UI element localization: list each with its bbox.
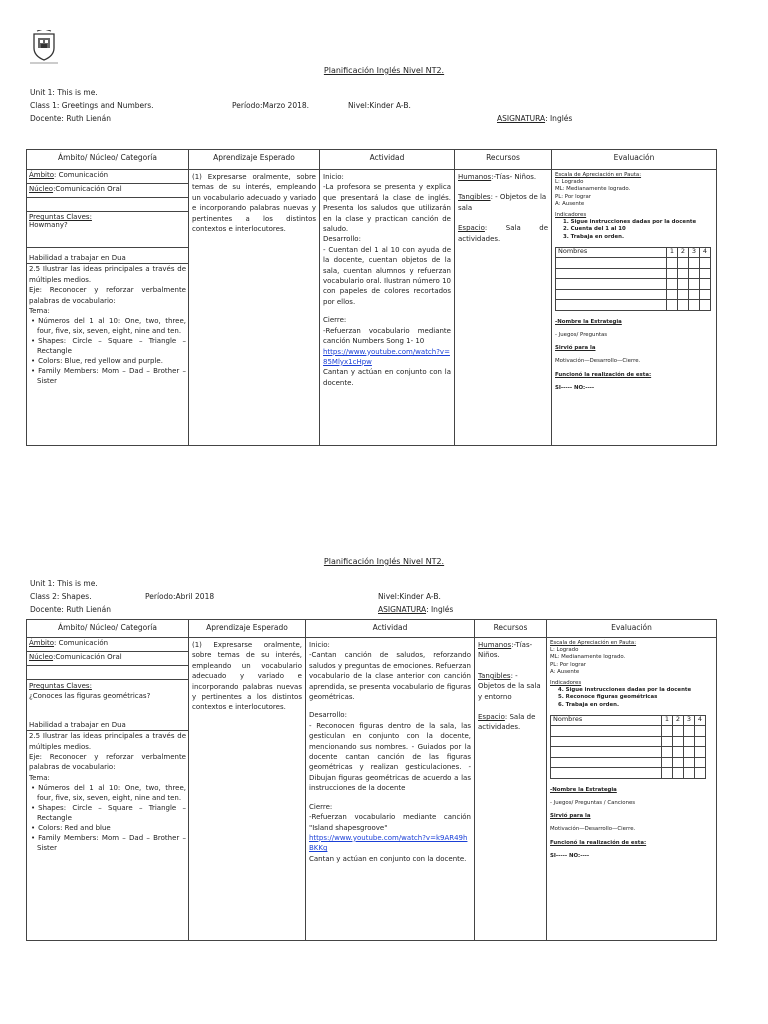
tema-item: • Colors: Red and blue (29, 823, 186, 833)
escala-item: ML: Medianamente logrado. (555, 186, 631, 193)
indicador-item: 4. Sigue instrucciones dadas por la docente (558, 687, 692, 694)
indicador-item: 1. Sigue instrucciones dadas por la docente (563, 219, 697, 226)
indicador-item: 6. Trabaja en orden. (558, 701, 620, 708)
nombres-header: Nombres (551, 715, 662, 726)
ambito-cell (27, 638, 189, 941)
header-ambito: Ámbito/ Núcleo/ Categoría (27, 620, 189, 638)
estrategia-label: -Nombre la Estrategia (550, 786, 617, 793)
col-1: 1 (662, 715, 673, 726)
docente-label: Docente: Ruth Lienán (30, 605, 112, 614)
funciono-label: Funcionó la realización de esta: (550, 839, 647, 846)
eje-text: Eje: Reconocer y reforzar verbalmente palabras de vocabulario: (29, 753, 186, 772)
tangibles: Tangibles: - Objetos de la sala y entorno (478, 671, 541, 701)
recursos-cell (475, 638, 547, 941)
habilidad-block (27, 248, 188, 387)
tema-label: Tema: (29, 773, 50, 782)
indicador-item: 3. Trabaja en orden. (563, 233, 625, 240)
header-aprendizaje: Aprendizaje Esperado (189, 620, 306, 638)
col-4: 4 (695, 715, 706, 726)
planning-table (26, 149, 717, 446)
school-crest-logo (28, 30, 60, 64)
escala-item: L: Logrado (555, 179, 584, 186)
class-label: Class 1: Greetings and Numbers. (30, 101, 154, 110)
tema-list (29, 316, 186, 386)
inicio-text: -La profesora se presenta y explica que presentará la clase de inglés. Presenta los saludos que utilizarán en la clase y practican canción de saludo. (323, 183, 451, 234)
nucleo-row: Núcleo:Comunicación Oral (27, 184, 188, 198)
nucleo-row: Núcleo:Comunicación Oral (27, 652, 188, 666)
desarrollo-text: - Reconocen figuras dentro de la sala, las gesticulan en conjunto con la docente, mencionando sus nombres. - Guiados por la docente cantan canción de las figuras geométricas y realizan gesticulaciones. - Dibujan figuras geométricas de acuerdo a las instrucciones de la docente (309, 721, 471, 793)
evaluacion-cell (547, 638, 717, 941)
tema-item: • Números del 1 al 10: One, two, three, four, five, six, seven, eight, nine and ten. (29, 316, 186, 336)
nivel-label: Nivel:Kinder A-B. (348, 101, 411, 110)
espacio: Espacio: Sala de actividades. (458, 224, 548, 243)
habilidad-text: 2.5 Ilustrar las ideas principales a través de múltiples medios. (29, 732, 186, 751)
cierre-end: Cantan y actúan en conjunto con la docente. (323, 368, 451, 387)
escala-title: Escala de Apreciación en Pauta: (550, 640, 637, 646)
plan-title: Planificación Inglés Nivel NT2. (323, 66, 445, 75)
header-evaluacion: Evaluación (552, 150, 717, 170)
ambito-row: Ámbito: Comunicación (27, 170, 188, 184)
recursos-cell (455, 170, 552, 446)
asignatura-label: ASIGNATURA: Inglés (497, 114, 573, 123)
estrategia-value: - Juegos/ Preguntas / Canciones (550, 800, 636, 807)
class-label: Class 2: Shapes. (30, 592, 92, 601)
inicio-label: Inicio: (309, 641, 330, 649)
aprendizaje-cell (189, 638, 306, 941)
header-actividad: Actividad (306, 620, 475, 638)
habilidad-text: 2.5 Ilustrar las ideas principales a través de múltiples medios. (29, 265, 186, 284)
indicadores-label: Indicadores (555, 212, 587, 219)
tema-label: Tema: (29, 307, 50, 316)
plan-title: Planificación Inglés Nivel NT2. (323, 557, 445, 566)
header-recursos: Recursos (475, 620, 547, 638)
preguntas-row: Preguntas Claves: ¿Conoces las figuras geométricas? (29, 682, 151, 701)
estrategia-value: - Juegos/ Preguntas (555, 332, 608, 339)
periodo-label: Período:Abril 2018 (145, 592, 215, 601)
tema-item: • Family Members: Mom – Dad – Brother – Sister (29, 366, 186, 386)
indicadores-list (555, 219, 713, 241)
header-evaluacion: Evaluación (547, 620, 717, 638)
empty-row (27, 666, 188, 680)
nombres-table (550, 715, 706, 779)
planning-table (26, 619, 717, 941)
nombres-header: Nombres (556, 247, 667, 258)
indicador-item: 5. Reconoce figuras geométricas (558, 694, 658, 701)
youtube-link[interactable]: https://www.youtube.com/watch?v=k9AR49hBKKg (309, 833, 468, 853)
header-actividad: Actividad (320, 150, 455, 170)
ambito-cell (27, 170, 189, 446)
docente-label: Docente: Ruth Lienán (30, 114, 112, 123)
header-ambito: Ámbito/ Núcleo/ Categoría (27, 150, 189, 170)
evaluacion-cell (552, 170, 717, 446)
header-recursos: Recursos (455, 150, 552, 170)
humanos: Humanos:-Tías- Niños. (478, 641, 533, 660)
unit-label: Unit 1: This is me. (30, 88, 98, 97)
escala-item: L: Logrado (550, 647, 579, 654)
sirvio-label: Sirvió para la (550, 813, 591, 820)
funciono-label: Funcionó la realización de esta: (555, 371, 652, 378)
si-no: SI----- NO:---- (555, 384, 595, 391)
aprendizaje-cell (189, 170, 320, 446)
col-2: 2 (673, 715, 684, 726)
col-3: 3 (684, 715, 695, 726)
escala-item: A: Ausente (550, 668, 580, 675)
nivel-label: Nivel:Kinder A-B. (378, 592, 441, 601)
col-4: 4 (700, 247, 711, 258)
escala-item: PL: Por lograr (555, 193, 592, 200)
escala-title: Escala de Apreciación en Pauta: (555, 172, 642, 178)
header-aprendizaje: Aprendizaje Esperado (189, 150, 320, 170)
col-3: 3 (689, 247, 700, 258)
empty-row (27, 198, 188, 212)
asignatura-label: ASIGNATURA: Inglés (378, 605, 454, 614)
tangibles: Tangibles: - Objetos de la sala (458, 193, 547, 212)
tema-item: • Shapes: Circle – Square – Triangle – Rectangle (29, 803, 186, 823)
actividad-cell (320, 170, 455, 446)
estrategia-label: -Nombre la Estrategia (555, 318, 622, 325)
inicio-text: -Cantan canción de saludos, reforzando saludos y preguntas de emociones. Refuerzan vocabulario de la clase anterior con canción aprendida, se presenta vocabulario de figuras geométricas. (309, 651, 471, 702)
unit-label: Unit 1: This is me. (30, 579, 98, 588)
humanos: Humanos:-Tías- Niños. (458, 173, 537, 181)
cierre-label: Cierre: (323, 316, 347, 325)
preguntas-row: Preguntas Claves: Howmany? (27, 212, 188, 248)
sirvio-label: Sirvió para la (555, 345, 596, 352)
tema-item: • Números del 1 al 10: One, two, three, four, five, six, seven, eight, nine and ten. (29, 783, 186, 803)
escala-item: PL: Por lograr (550, 661, 587, 668)
desarrollo-label: Desarrollo: (323, 235, 361, 244)
eje-text: Eje: Reconocer y reforzar verbalmente palabras de vocabulario: (29, 286, 186, 305)
habilidad-block (27, 703, 188, 854)
col-2: 2 (678, 247, 689, 258)
indicador-item: 2. Cuenta del 1 al 10 (563, 226, 626, 233)
inicio-label: Inicio: (323, 173, 344, 181)
si-no: SI----- NO:---- (550, 852, 590, 859)
cierre-text: -Refuerzan vocabulario mediante canción Numbers Song 1- 10 (323, 326, 451, 346)
ambito-row: Ámbito: Comunicación (27, 638, 188, 652)
aprendizaje-text: (1) Expresarse oralmente, sobre temas de su interés, empleando un vocabulario adecuado y variado e incorporando palabras nuevas y pertinentes a los distintos contextos e interlocutores. (192, 173, 316, 234)
habilidad-title: Habilidad a trabajar en Dua (27, 253, 188, 264)
escala-item: A: Ausente (555, 200, 585, 207)
habilidad-title: Habilidad a trabajar en Dua (29, 720, 126, 729)
indicadores-label: Indicadores (550, 680, 582, 687)
actividad-cell (306, 638, 475, 941)
desarrollo-label: Desarrollo: (309, 711, 347, 720)
cierre-text: -Refuerzan vocabulario mediante canción "Island shapesgroove" (309, 813, 471, 832)
aprendizaje-text: (1) Expresarse oralmente, sobre temas de su interés, empleando un vocabulario adecuado y variado e incorporando palabras nuevas y pertinentes a los distintos contextos e interlocutores. (192, 641, 302, 712)
youtube-link[interactable]: https://www.youtube.com/watch?v=85Mlyx1cHpw (323, 347, 450, 366)
cierre-end: Cantan y actúan en conjunto con la docente. (309, 854, 467, 863)
periodo-label: Período:Marzo 2018. (232, 101, 310, 110)
nombres-table (555, 247, 711, 311)
tema-item: • Family Members: Mom – Dad – Brother – Sister (29, 833, 186, 853)
tema-list (29, 783, 186, 853)
cierre-label: Cierre: (309, 802, 333, 811)
sirvio-value: Motivación—Desarrollo—Cierre. (550, 826, 636, 833)
indicadores-list (550, 687, 713, 709)
sirvio-value: Motivación—Desarrollo—Cierre. (555, 358, 641, 365)
espacio: Espacio: Sala de actividades. (478, 713, 536, 732)
escala-item: ML: Medianamente logrado. (550, 654, 626, 661)
tema-item: • Colors: Blue, red yellow and purple. (29, 356, 186, 366)
tema-item: • Shapes: Circle – Square – Triangle – Rectangle (29, 336, 186, 356)
col-1: 1 (667, 247, 678, 258)
desarrollo-text: - Cuentan del 1 al 10 con ayuda de la docente, cuentan objetos de la sala, cuentan alumnos y refuerzan vocabulario oral. Ilustran número 10 con papeles de colores recortados por ellos. (323, 245, 451, 306)
